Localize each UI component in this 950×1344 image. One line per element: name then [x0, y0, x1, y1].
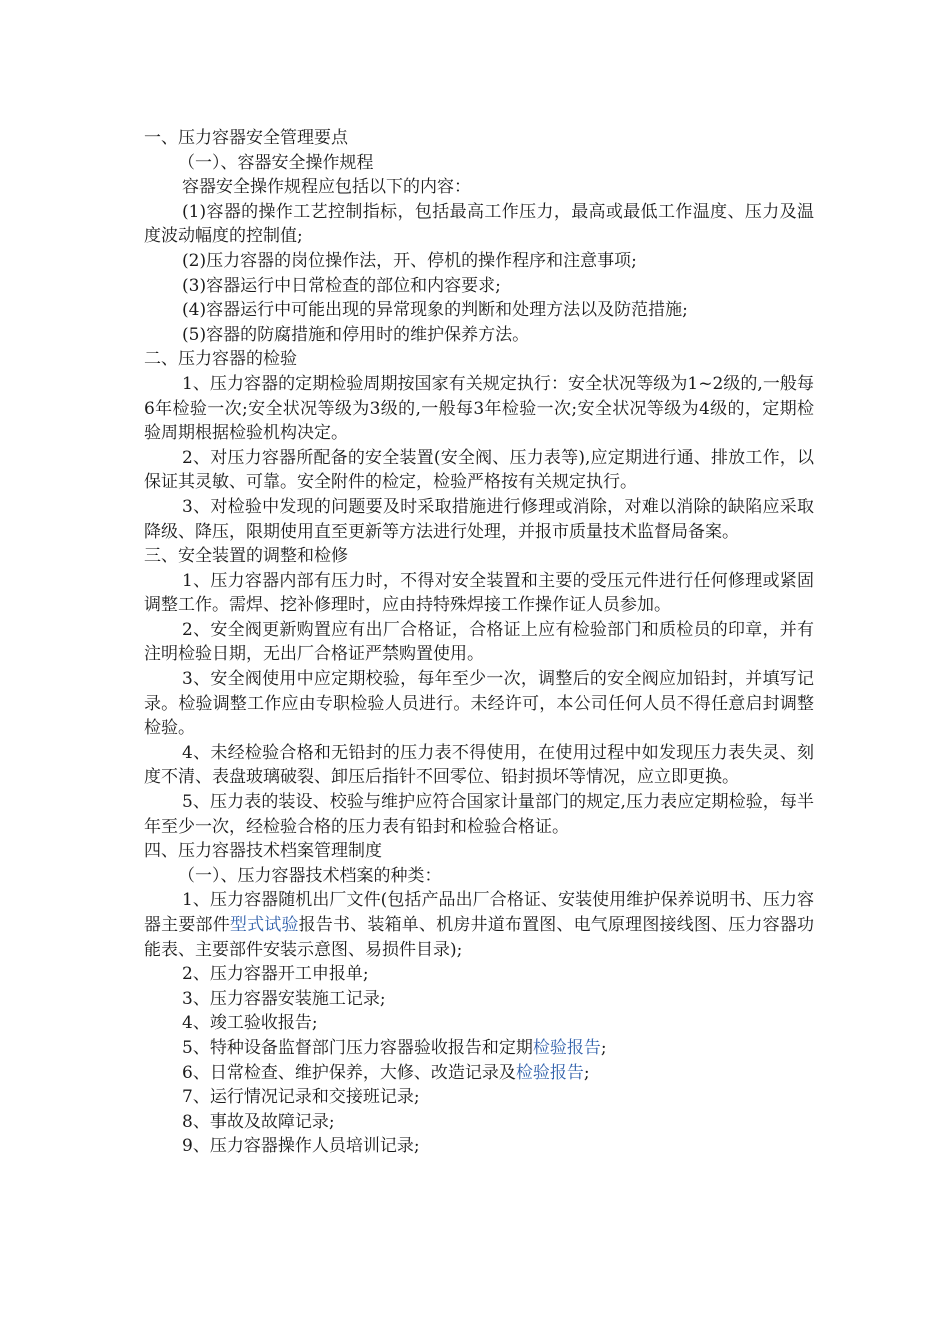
paragraph-text: 6、日常检查、维护保养，大修、改造记录及	[182, 1062, 516, 1083]
paragraph-text: ;	[600, 1037, 607, 1058]
body-paragraph	[144, 1085, 814, 1110]
paragraph-text: 5、压力表的装设、校验与维护应符合国家计量部门的规定,压力表应定期检验，每半年至少一次，经检验合格的压力表有铅封和检验合格证。	[144, 792, 814, 837]
subsection-heading	[144, 151, 814, 176]
paragraph-text: (2)压力容器的岗位操作法，开、停机的操作程序和注意事项;	[182, 250, 637, 271]
body-paragraph	[144, 987, 814, 1012]
paragraph-text: 3、对检验中发现的问题要及时采取措施进行修理或消除，对难以消除的缺陷应采取降级、降压，限期使用直至更新等方法进行处理，并报市质量技术监督局备案。	[144, 496, 814, 542]
body-paragraph	[144, 175, 814, 200]
paragraph-text: 2、压力容器开工申报单;	[182, 964, 369, 985]
paragraph-text: (4)容器运行中可能出现的异常现象的判断和处理方法以及防范措施;	[182, 300, 688, 321]
inline-link[interactable]: 检验报告	[532, 1037, 601, 1058]
paragraph-text: 三、安全装置的调整和检修	[144, 546, 348, 567]
paragraph-text: 一、压力容器安全管理要点	[144, 128, 348, 148]
paragraph-text: ;	[583, 1062, 590, 1083]
paragraph-text: 1、压力容器内部有压力时，不得对安全装置和主要的受压元件进行任何修理或紧固调整工作。需焊、挖补修理时，应由持特殊焊接工作操作证人员参加。	[144, 570, 814, 616]
paragraph-text: 二、压力容器的检验	[144, 349, 297, 370]
body-paragraph	[144, 200, 814, 249]
paragraph-text: 1、压力容器随机出厂文件(包括产品出厂合格证、安装使用维护保养说明书、压力容器主要部件	[144, 890, 814, 935]
paragraph-text: (1)容器的操作工艺控制指标，包括最高工作压力，最高或最低工作温度、压力及温度波动幅度的控制值;	[144, 201, 814, 247]
paragraph-text: 3、安全阀使用中应定期校验，每年至少一次，调整后的安全阀应加铅封，并填写记录。检验调整工作应由专职检验人员进行。未经许可，本公司任何人员不得任意启封调整检验。	[144, 669, 814, 739]
body-paragraph	[144, 1134, 814, 1159]
paragraph-text: 1、压力容器的定期检验周期按国家有关规定执行：安全状况等级为1~2级的,一般每6年检验一次;安全状况等级为3级的,一般每3年检验一次;安全状况等级为4级的，定期检验周期根据检验机构决定。	[144, 373, 814, 444]
body-paragraph	[144, 1036, 814, 1061]
body-paragraph	[144, 888, 814, 962]
paragraph-text: 四、压力容器技术档案管理制度	[144, 841, 382, 862]
body-paragraph	[144, 618, 814, 667]
paragraph-text: 2、安全阀更新购置应有出厂合格证，合格证上应有检验部门和质检员的印章，并有注明检验日期，无出厂合格证严禁购置使用。	[144, 619, 814, 665]
section-heading	[144, 347, 814, 372]
paragraph-text: 5、特种设备监督部门压力容器验收报告和定期	[182, 1037, 533, 1058]
inline-link[interactable]: 检验报告	[515, 1062, 584, 1083]
body-paragraph	[144, 667, 814, 741]
paragraph-text: 报告书、装箱单、机房井道布置图、电气原理图接线图、压力容器功能表、主要部件安装示意图、易损件目录);	[144, 915, 815, 960]
section-heading	[144, 839, 814, 864]
document-body	[144, 126, 814, 1159]
body-paragraph	[144, 569, 814, 618]
paragraph-text: (5)容器的防腐措施和停用时的维护保养方法。	[182, 324, 530, 345]
body-paragraph	[144, 962, 814, 987]
paragraph-text: 9、压力容器操作人员培训记录;	[182, 1136, 420, 1157]
body-paragraph	[144, 323, 814, 348]
body-paragraph	[144, 1061, 814, 1086]
paragraph-text: (3)容器运行中日常检查的部位和内容要求;	[182, 275, 501, 296]
body-paragraph	[144, 372, 814, 446]
paragraph-text: 2、对压力容器所配备的安全装置(安全阀、压力表等),应定期进行通、排放工作，以保证其灵敏、可靠。安全附件的检定，检验严格按有关规定执行。	[144, 447, 814, 493]
paragraph-text: 7、运行情况记录和交接班记录;	[182, 1087, 420, 1108]
body-paragraph	[144, 790, 814, 839]
body-paragraph	[144, 274, 814, 299]
paragraph-text: （一）、容器安全操作规程	[178, 152, 374, 173]
body-paragraph	[144, 1110, 814, 1135]
section-heading	[144, 126, 814, 151]
body-paragraph	[144, 249, 814, 274]
body-paragraph	[144, 446, 814, 495]
paragraph-text: 3、压力容器安装施工记录;	[182, 988, 386, 1009]
inline-link[interactable]: 型式试验	[229, 915, 299, 935]
paragraph-text: 4、竣工验收报告;	[182, 1013, 318, 1034]
body-paragraph	[144, 741, 814, 790]
body-paragraph	[144, 495, 814, 544]
body-paragraph	[144, 298, 814, 323]
subsection-heading	[144, 864, 814, 889]
paragraph-text: （一）、压力容器技术档案的种类：	[178, 865, 442, 886]
paragraph-text: 8、事故及故障记录;	[182, 1111, 335, 1132]
paragraph-text: 4、未经检验合格和无铅封的压力表不得使用，在使用过程中如发现压力表失灵、刻度不清、表盘玻璃破裂、卸压后指针不回零位、铅封损坏等情况，应立即更换。	[144, 742, 814, 788]
section-heading	[144, 544, 814, 569]
paragraph-text: 容器安全操作规程应包括以下的内容：	[182, 177, 471, 198]
body-paragraph	[144, 1011, 814, 1036]
